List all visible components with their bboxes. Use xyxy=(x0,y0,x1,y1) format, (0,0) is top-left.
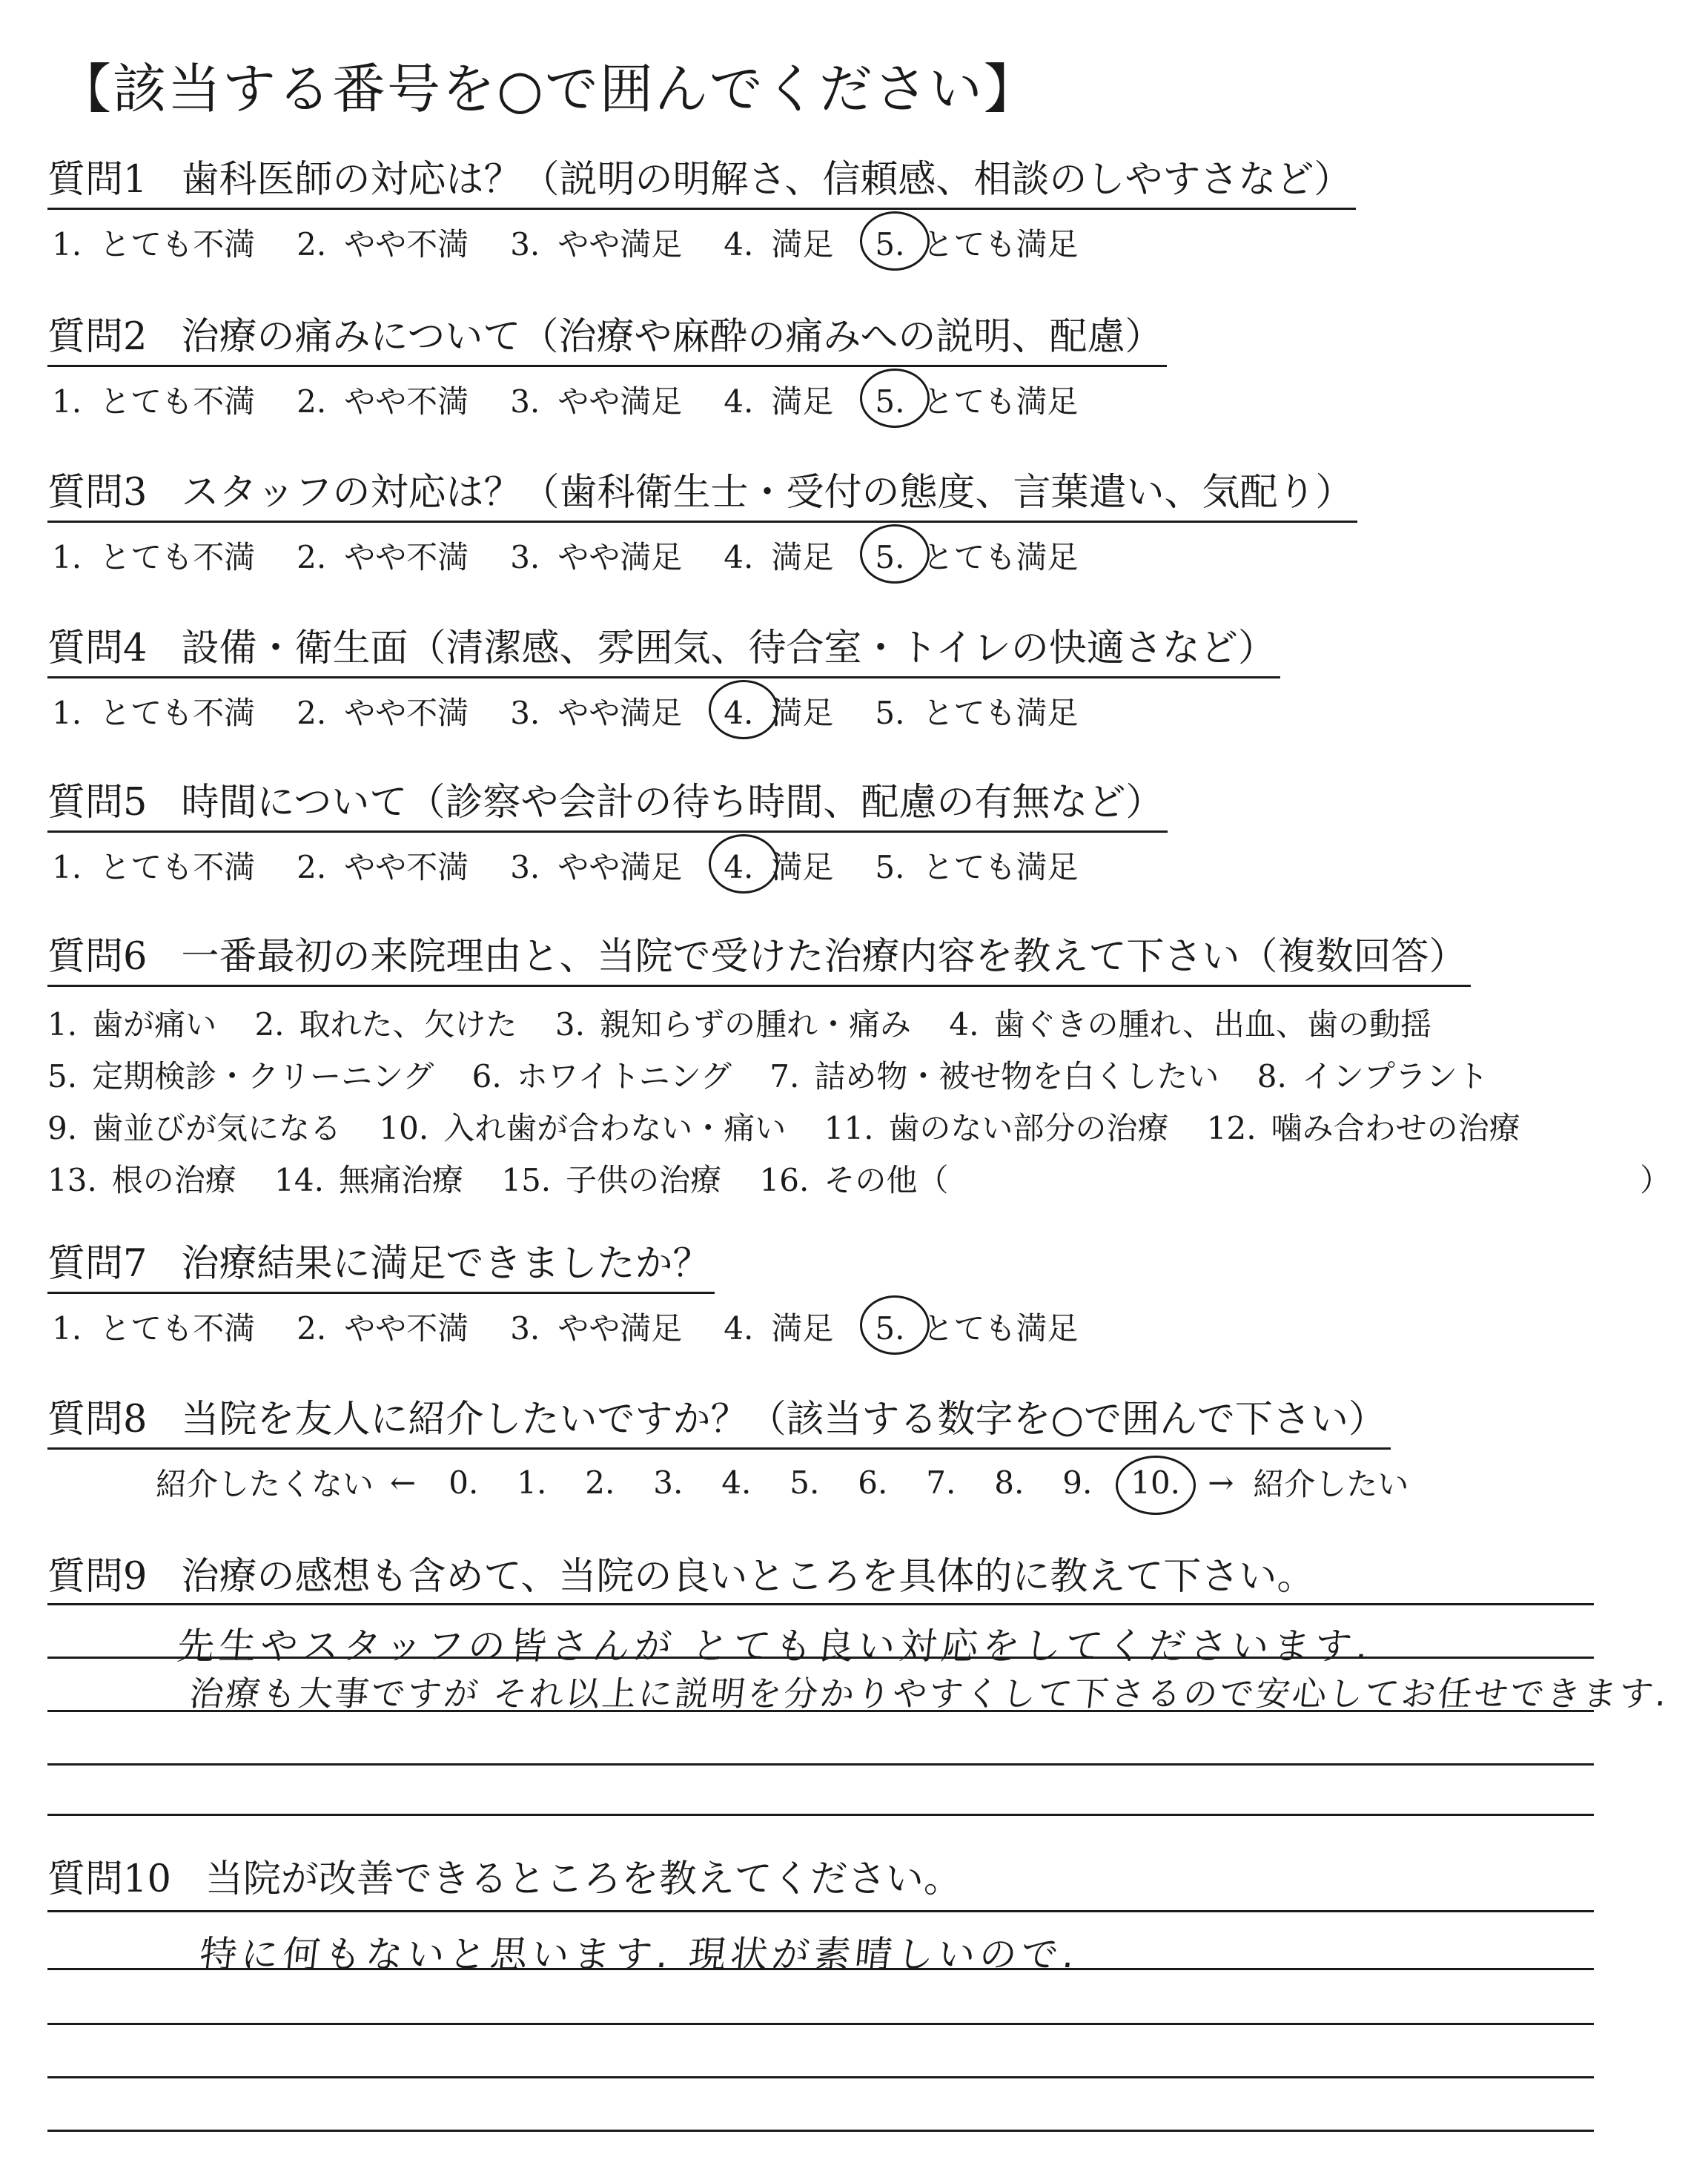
option-label: やや満足 xyxy=(557,383,683,420)
option-4[interactable] xyxy=(719,533,838,578)
question-text: スタッフの対応は？（歯科衛生士・受付の態度、言葉遣い、気配り） xyxy=(181,471,1354,515)
scale-option-10-circled[interactable]: 10. xyxy=(1131,1464,1199,1501)
option-5[interactable] xyxy=(870,843,1082,888)
option-number: 4. xyxy=(724,695,754,731)
scale-option-7[interactable]: 7. xyxy=(926,1464,956,1501)
option-2[interactable] xyxy=(292,843,473,888)
option-number: 8. xyxy=(1257,1058,1287,1094)
option-2[interactable] xyxy=(292,377,473,422)
scale-option-9[interactable]: 9. xyxy=(1062,1464,1093,1501)
option-5-circled[interactable] xyxy=(870,220,1082,265)
rating-options xyxy=(47,1304,1115,1349)
option-number: 2. xyxy=(297,1310,327,1347)
question-text: 一番最初の来院理由と、当院で受けた治療内容を教えて下さい（複数回答） xyxy=(181,935,1467,979)
arrow-left-icon: ← xyxy=(390,1464,417,1501)
reason-option[interactable] xyxy=(472,1051,732,1103)
option-label: 歯が痛い xyxy=(92,1006,217,1043)
reason-option[interactable] xyxy=(274,1155,463,1206)
option-label: とても不満 xyxy=(99,539,256,575)
option-number: 1. xyxy=(52,1310,82,1347)
option-label: 親知らずの腫れ・痛み xyxy=(599,1006,911,1043)
scale-option-3[interactable]: 3. xyxy=(653,1464,683,1501)
question-2 xyxy=(47,305,1167,422)
reason-option[interactable] xyxy=(379,1103,786,1155)
scale-option-4[interactable]: 4. xyxy=(721,1464,752,1501)
rating-options xyxy=(47,220,1356,265)
handwritten-answer-line: 治療も大事ですが それ以上に説明を分かりやすくして下さるので安心してお任せできます. xyxy=(187,1674,1671,1714)
scale-option-8[interactable]: 8. xyxy=(994,1464,1025,1501)
option-2[interactable] xyxy=(292,1304,473,1349)
option-number: 3. xyxy=(510,539,540,575)
option-number: 3. xyxy=(510,849,540,885)
option-3[interactable] xyxy=(506,220,686,265)
option-4[interactable] xyxy=(719,1304,838,1349)
option-1[interactable] xyxy=(47,689,259,733)
question-text: 歯科医師の対応は？（説明の明解さ、信頼感、相談のしやすさなど） xyxy=(181,158,1352,202)
option-number: 5. xyxy=(875,383,905,420)
option-label: とても満足 xyxy=(922,383,1079,420)
option-number: 2. xyxy=(297,226,327,262)
option-label: とても満足 xyxy=(922,226,1079,262)
scale-option-5[interactable]: 5. xyxy=(790,1464,820,1501)
option-label: やや満足 xyxy=(557,226,683,262)
option-label: 満足 xyxy=(771,1310,834,1347)
arrow-right-icon: → xyxy=(1208,1464,1234,1501)
question-heading xyxy=(47,1232,715,1294)
option-2[interactable] xyxy=(292,689,473,733)
option-label: やや満足 xyxy=(557,695,683,731)
question-7 xyxy=(47,1232,1115,1349)
question-5 xyxy=(47,771,1168,888)
question-number: 質問9 xyxy=(47,1555,148,1599)
option-label: 満足 xyxy=(771,849,834,885)
option-3[interactable] xyxy=(506,1304,686,1349)
question-number: 質問1 xyxy=(47,158,148,202)
option-number: 5. xyxy=(875,849,905,885)
option-number: 4. xyxy=(724,849,754,885)
option-label: 満足 xyxy=(771,383,834,420)
option-label: 満足 xyxy=(771,695,834,731)
option-1[interactable] xyxy=(47,843,259,888)
option-label: 定期検診・クリーニング xyxy=(92,1058,434,1094)
recommend-scale xyxy=(156,1460,1425,1505)
question-6 xyxy=(47,925,1672,1206)
question-3 xyxy=(47,461,1357,578)
option-number: 5. xyxy=(875,539,905,575)
option-5-circled[interactable] xyxy=(870,377,1082,422)
option-4-circled[interactable] xyxy=(719,843,838,888)
reason-option[interactable] xyxy=(254,999,517,1051)
question-number: 質問10 xyxy=(47,1857,171,1901)
question-8 xyxy=(47,1388,1425,1505)
question-heading xyxy=(47,771,1168,833)
option-label: ホワイトニング xyxy=(516,1058,732,1094)
reason-option[interactable] xyxy=(47,1103,341,1155)
scale-option-0[interactable]: 0. xyxy=(448,1464,479,1501)
option-number: 2. xyxy=(297,695,327,731)
page-title: 【該当する番号を○で囲んでください】 xyxy=(58,58,1039,120)
scale-option-2[interactable]: 2. xyxy=(585,1464,615,1501)
option-label: 詰め物・被せ物を白くしたい xyxy=(814,1058,1219,1094)
answer-line xyxy=(47,1710,1594,1712)
answer-line xyxy=(47,2076,1594,2078)
option-number: 1. xyxy=(52,383,82,420)
question-heading xyxy=(47,1388,1391,1450)
option-label: 根の治療 xyxy=(111,1162,236,1198)
option-number: 15. xyxy=(501,1162,552,1198)
option-number: 13. xyxy=(47,1162,97,1198)
answer-line xyxy=(47,1657,1594,1659)
option-number: 2. xyxy=(297,383,327,420)
question-heading xyxy=(47,1545,1314,1600)
option-3[interactable] xyxy=(506,689,686,733)
option-label: とても不満 xyxy=(99,1310,256,1347)
rating-options xyxy=(47,689,1280,733)
option-number: 7. xyxy=(769,1058,800,1094)
option-label: やや不満 xyxy=(344,849,469,885)
scale-left-label: 紹介したくない xyxy=(156,1466,374,1502)
option-label: とても不満 xyxy=(99,695,256,731)
option-label: やや不満 xyxy=(344,539,469,575)
reason-option[interactable] xyxy=(501,1155,721,1206)
scale-right-label: 紹介したい xyxy=(1253,1466,1409,1502)
reason-row xyxy=(47,1155,1672,1206)
question-9 xyxy=(47,1545,1314,1600)
option-5[interactable] xyxy=(870,689,1082,733)
option-4[interactable] xyxy=(719,377,838,422)
option-label: 歯のない部分の治療 xyxy=(888,1110,1169,1146)
option-number: 4. xyxy=(724,226,754,262)
option-label: やや不満 xyxy=(344,383,469,420)
option-number: 4. xyxy=(724,539,754,575)
question-1 xyxy=(47,148,1356,265)
reason-row xyxy=(47,1103,1549,1155)
option-number: 1. xyxy=(52,695,82,731)
rating-options xyxy=(47,843,1168,888)
reason-option[interactable] xyxy=(824,1103,1169,1155)
option-label: とても満足 xyxy=(922,1310,1079,1347)
reason-row xyxy=(47,1051,1549,1103)
option-number: 4. xyxy=(724,1310,754,1347)
question-text: 治療の痛みについて（治療や麻酔の痛みへの説明、配慮） xyxy=(181,315,1163,359)
option-label: とても不満 xyxy=(99,383,256,420)
option-number: 3. xyxy=(510,383,540,420)
question-4 xyxy=(47,617,1280,733)
scale-option-1[interactable]: 1. xyxy=(517,1464,547,1501)
question-heading xyxy=(47,617,1280,678)
answer-line xyxy=(47,1763,1594,1766)
other-close-paren: ） xyxy=(1640,1162,1672,1198)
question-number: 質問4 xyxy=(47,627,148,670)
option-number: 3. xyxy=(510,1310,540,1347)
option-label: やや満足 xyxy=(557,1310,683,1347)
question-number: 質問5 xyxy=(47,781,148,825)
option-label: 歯ぐきの腫れ、出血、歯の動揺 xyxy=(993,1006,1431,1043)
option-1[interactable] xyxy=(47,220,259,265)
option-label: 無痛治療 xyxy=(338,1162,463,1198)
option-number: 9. xyxy=(47,1110,78,1146)
option-label: やや満足 xyxy=(557,849,683,885)
option-number: 10. xyxy=(379,1110,429,1146)
reason-option[interactable] xyxy=(555,999,911,1051)
option-label: 入れ歯が合わない・痛い xyxy=(443,1110,787,1146)
question-heading xyxy=(47,148,1356,210)
option-5-circled[interactable] xyxy=(870,533,1082,578)
option-label: 取れた、欠けた xyxy=(299,1006,517,1043)
option-label: やや不満 xyxy=(344,695,469,731)
question-text: 治療結果に満足できましたか？ xyxy=(181,1242,711,1286)
option-number: 16. xyxy=(759,1162,810,1198)
reason-option[interactable] xyxy=(47,999,216,1051)
option-label: とても満足 xyxy=(922,849,1079,885)
question-text: 当院を友人に紹介したいですか？（該当する数字を○で囲んで下さい） xyxy=(181,1398,1386,1441)
option-number: 1. xyxy=(52,849,82,885)
question-heading xyxy=(47,925,1471,987)
answer-line xyxy=(47,1814,1594,1816)
question-heading xyxy=(47,305,1167,367)
reason-options xyxy=(47,999,1672,1206)
reason-option[interactable] xyxy=(47,1155,236,1206)
option-4-circled[interactable] xyxy=(719,689,838,733)
option-label: とても不満 xyxy=(99,849,256,885)
option-number: 6. xyxy=(471,1058,502,1094)
question-text: 設備・衛生面（清潔感、雰囲気、待合室・トイレの快適さなど） xyxy=(181,627,1276,670)
option-number: 2. xyxy=(297,539,327,575)
option-label: その他（ xyxy=(824,1162,949,1198)
option-number: 2. xyxy=(297,849,327,885)
question-text: 時間について（診察や会計の待ち時間、配慮の有無など） xyxy=(181,781,1164,825)
option-number: 3. xyxy=(510,695,540,731)
option-4[interactable] xyxy=(719,220,838,265)
option-number: 11. xyxy=(824,1110,874,1146)
option-number: 1. xyxy=(52,226,82,262)
reason-option[interactable] xyxy=(47,1051,434,1103)
option-number: 4. xyxy=(724,383,754,420)
question-number: 質問3 xyxy=(47,471,148,515)
answer-line xyxy=(47,1603,1594,1605)
reason-option[interactable] xyxy=(769,1051,1219,1103)
answer-line xyxy=(47,1968,1594,1970)
option-number: 14. xyxy=(274,1162,324,1198)
option-label: やや満足 xyxy=(557,539,683,575)
question-10 xyxy=(47,1848,961,1903)
reason-row xyxy=(47,999,1549,1051)
option-number: 12. xyxy=(1206,1110,1257,1146)
option-label: とても不満 xyxy=(99,226,256,262)
scale-option-6[interactable]: 6. xyxy=(858,1464,888,1501)
handwritten-answer-line: 特に何もないと思います. 現状が素晴しいので. xyxy=(197,1933,1082,1976)
option-number: 5. xyxy=(47,1058,78,1094)
question-number: 質問8 xyxy=(47,1398,148,1441)
option-label: 子供の治療 xyxy=(566,1162,722,1198)
option-number: 4. xyxy=(949,1006,979,1043)
handwritten-answer-line: 先生やスタッフの皆さんが とても良い対応をしてくださいます. xyxy=(175,1625,1375,1668)
option-1[interactable] xyxy=(47,377,259,422)
option-1[interactable] xyxy=(47,1304,259,1349)
reason-option[interactable] xyxy=(1207,1103,1520,1155)
question-text: 治療の感想も含めて、当院の良いところを具体的に教えて下さい。 xyxy=(181,1555,1315,1599)
option-label: 噛み合わせの治療 xyxy=(1271,1110,1520,1146)
answer-line xyxy=(47,2130,1594,2132)
option-number: 5. xyxy=(875,695,905,731)
rating-options xyxy=(47,533,1357,578)
question-number: 質問2 xyxy=(47,315,148,359)
option-label: とても満足 xyxy=(922,539,1079,575)
option-label: 満足 xyxy=(771,226,834,262)
option-number: 5. xyxy=(875,226,905,262)
rating-options xyxy=(47,377,1167,422)
option-1[interactable] xyxy=(47,533,259,578)
option-5-circled[interactable] xyxy=(870,1304,1082,1349)
option-number: 5. xyxy=(875,1310,905,1347)
option-number: 1. xyxy=(47,1006,78,1043)
option-number: 1. xyxy=(52,539,82,575)
question-heading xyxy=(47,1848,961,1903)
option-2[interactable] xyxy=(292,533,473,578)
reason-option[interactable] xyxy=(949,999,1431,1051)
answer-line xyxy=(47,2023,1594,2025)
option-label: インプラント xyxy=(1301,1058,1489,1094)
reason-option[interactable] xyxy=(1257,1051,1489,1103)
option-number: 2. xyxy=(254,1006,285,1043)
option-number: 3. xyxy=(510,226,540,262)
question-number: 質問7 xyxy=(47,1242,148,1286)
reason-option-other[interactable] xyxy=(760,1155,949,1206)
question-heading xyxy=(47,461,1357,523)
option-label: 満足 xyxy=(771,539,834,575)
option-3[interactable] xyxy=(506,533,686,578)
option-label: やや不満 xyxy=(344,226,469,262)
option-number: 3. xyxy=(555,1006,585,1043)
option-label: とても満足 xyxy=(922,695,1079,731)
option-2[interactable] xyxy=(292,220,473,265)
option-label: やや不満 xyxy=(344,1310,469,1347)
answer-line xyxy=(47,1910,1594,1912)
question-number: 質問6 xyxy=(47,935,148,979)
option-label: 歯並びが気になる xyxy=(92,1110,342,1146)
option-3[interactable] xyxy=(506,843,686,888)
option-3[interactable] xyxy=(506,377,686,422)
question-text: 当院が改善できるところを教えてください。 xyxy=(205,1857,961,1901)
